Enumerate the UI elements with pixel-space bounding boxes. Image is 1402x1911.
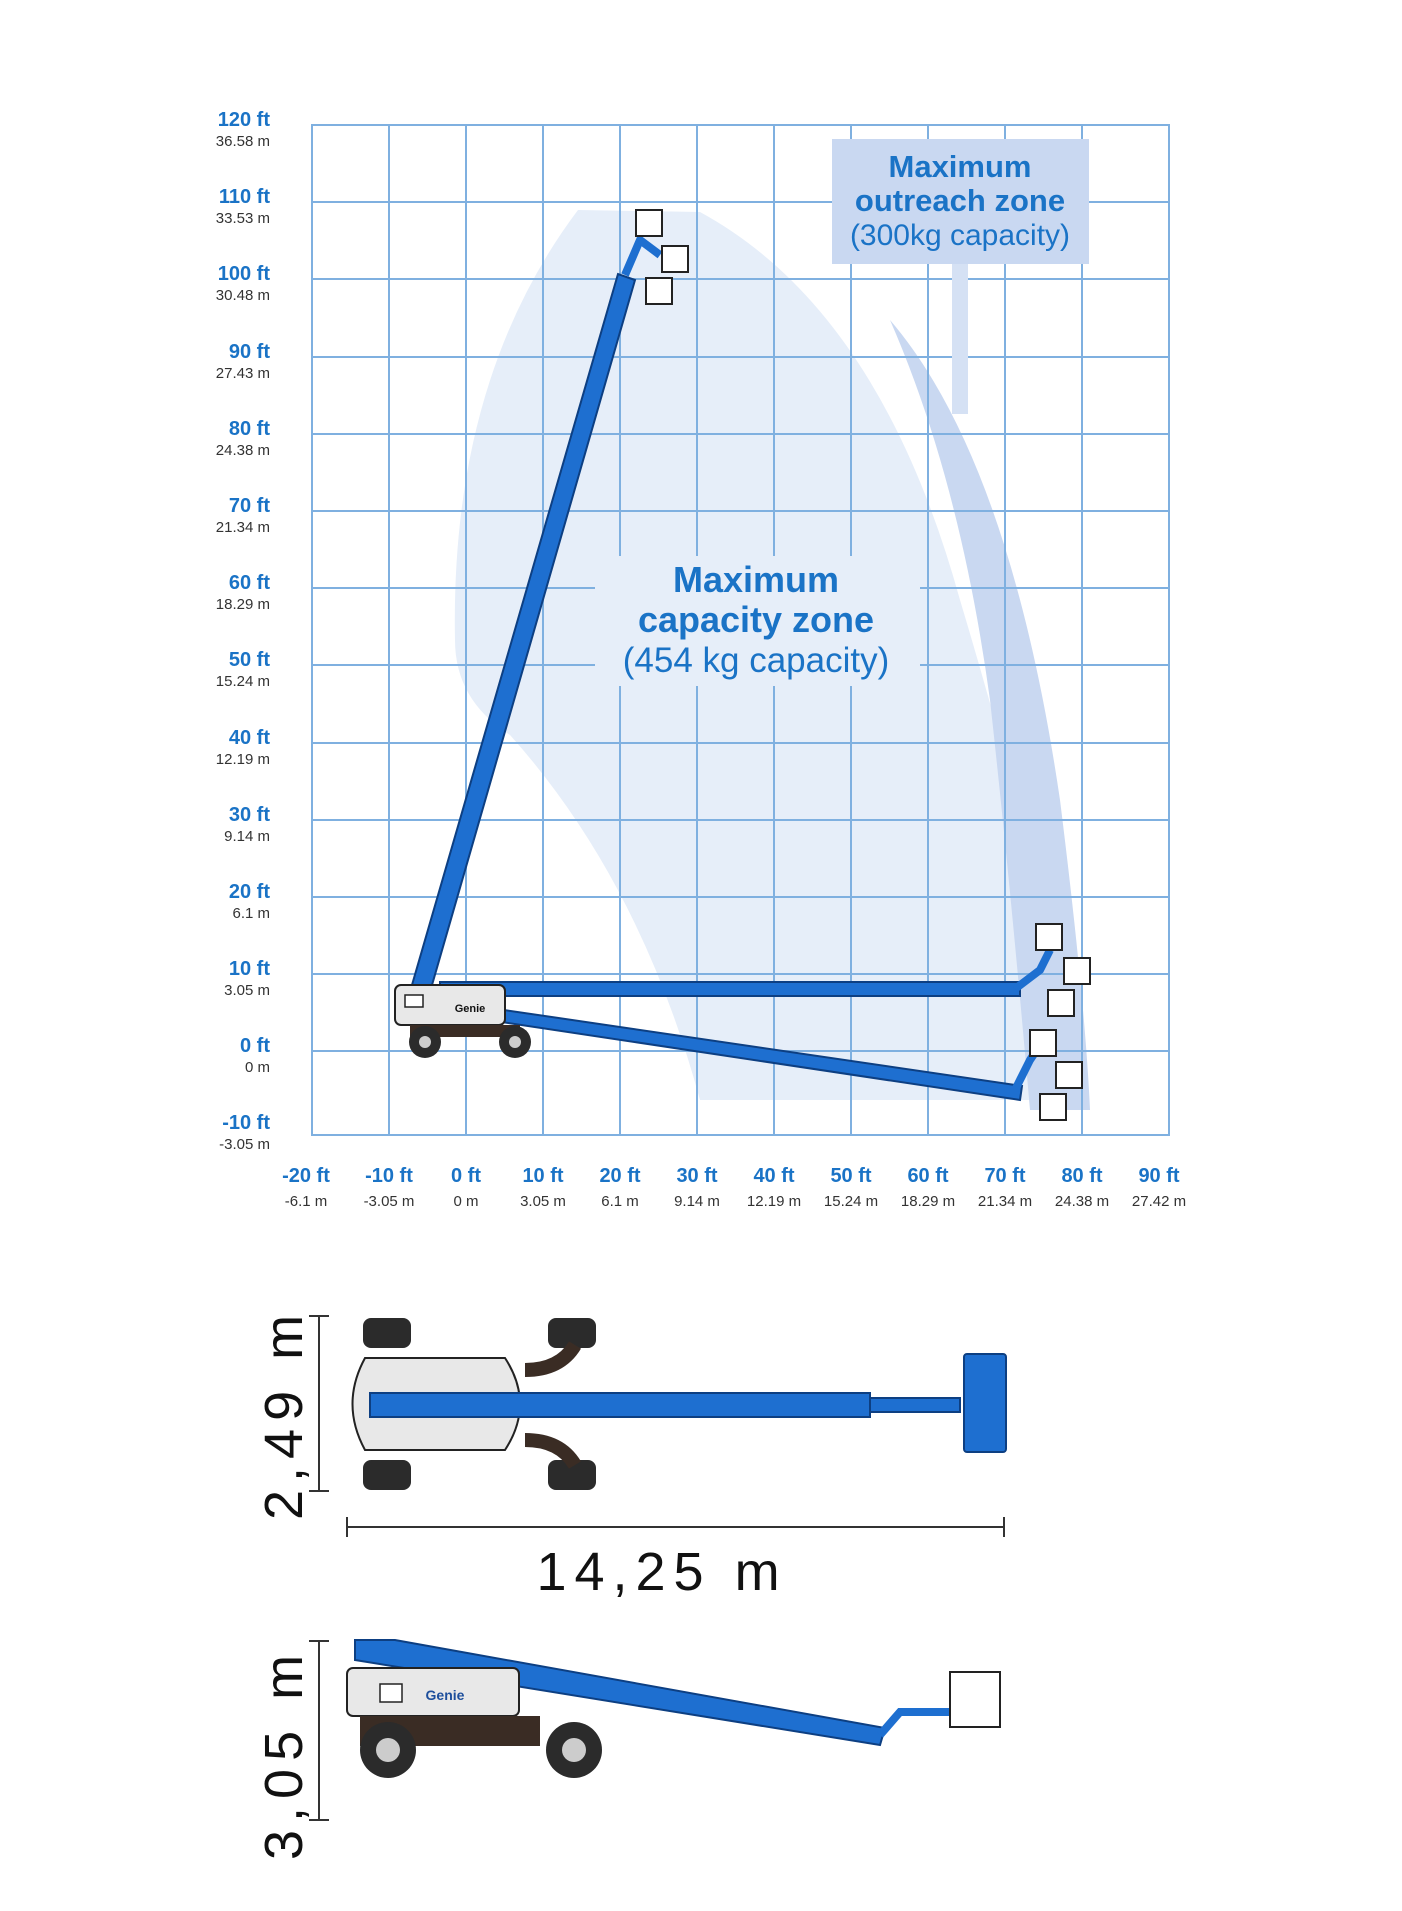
y-tick-ft: 50 ft bbox=[228, 649, 270, 671]
y-tick-ft: 80 ft bbox=[228, 418, 270, 440]
y-tick-m: 6.1 m bbox=[232, 905, 270, 922]
y-tick-ft: 20 ft bbox=[228, 881, 270, 903]
length-dimension-label: 14,25 m bbox=[536, 1542, 788, 1602]
y-tick-ft: 120 ft bbox=[217, 109, 270, 131]
outreach-zone-title-2: outreach zone bbox=[854, 183, 1066, 218]
y-tick-ft: 100 ft bbox=[217, 263, 270, 285]
x-tick-ft: 10 ft bbox=[522, 1165, 564, 1187]
wheel-rear-hub bbox=[509, 1036, 521, 1048]
x-tick-m: -6.1 m bbox=[284, 1193, 328, 1210]
side-wheel-front-hub bbox=[376, 1738, 400, 1762]
y-tick-m: 30.48 m bbox=[215, 287, 270, 304]
capacity-zone-title-2: capacity zone bbox=[637, 599, 875, 640]
lift-top-view bbox=[254, 1307, 1006, 1602]
y-axis-labels bbox=[216, 109, 271, 1153]
boom-horizontal bbox=[440, 982, 1020, 996]
x-tick-m: 18.29 m bbox=[900, 1193, 956, 1210]
capacity-zone-callout bbox=[595, 556, 920, 686]
y-tick-m: 33.53 m bbox=[215, 210, 270, 227]
x-tick-m: 12.19 m bbox=[746, 1193, 802, 1210]
y-tick-ft: 60 ft bbox=[228, 572, 270, 594]
x-tick-ft: 80 ft bbox=[1061, 1165, 1103, 1187]
y-tick-ft: 40 ft bbox=[228, 727, 270, 749]
top-jib bbox=[870, 1398, 960, 1412]
y-tick-m: 24.38 m bbox=[215, 442, 270, 459]
chassis-brand-logo: Genie bbox=[454, 1003, 486, 1015]
y-tick-ft: 110 ft bbox=[218, 186, 270, 208]
outreach-zone-callout bbox=[832, 139, 1089, 414]
x-axis-labels bbox=[282, 1165, 1186, 1210]
y-tick-m: 0 m bbox=[244, 1059, 270, 1076]
capacity-zone-title-1: Maximum bbox=[672, 559, 840, 600]
outreach-zone-pointer bbox=[952, 264, 968, 414]
top-axle-rear bbox=[525, 1440, 575, 1465]
top-platform bbox=[964, 1354, 1006, 1452]
x-tick-ft: 90 ft bbox=[1138, 1165, 1180, 1187]
x-tick-ft: 20 ft bbox=[599, 1165, 641, 1187]
x-tick-ft: 30 ft bbox=[676, 1165, 718, 1187]
top-wheel-rl bbox=[363, 1460, 411, 1490]
x-tick-ft: 70 ft bbox=[984, 1165, 1026, 1187]
y-tick-m: 3.05 m bbox=[224, 982, 270, 999]
x-tick-m: 3.05 m bbox=[520, 1193, 566, 1210]
top-axle-front bbox=[525, 1345, 575, 1370]
y-tick-ft: 10 ft bbox=[228, 958, 270, 980]
side-chassis-window bbox=[380, 1684, 402, 1702]
top-boom bbox=[370, 1393, 870, 1417]
x-tick-m: 15.24 m bbox=[823, 1193, 879, 1210]
x-tick-m: 9.14 m bbox=[674, 1193, 720, 1210]
y-tick-ft: 30 ft bbox=[228, 804, 270, 826]
x-tick-m: -3.05 m bbox=[363, 1193, 415, 1210]
y-tick-m: 12.19 m bbox=[215, 751, 270, 768]
top-wheel-fl bbox=[363, 1318, 411, 1348]
height-dimension-label: 3,05 m bbox=[254, 1646, 314, 1860]
x-tick-ft: 60 ft bbox=[907, 1165, 949, 1187]
x-tick-m: 6.1 m bbox=[601, 1193, 639, 1210]
side-jib bbox=[880, 1712, 950, 1735]
y-tick-m: 9.14 m bbox=[224, 828, 270, 845]
x-tick-m: 24.38 m bbox=[1054, 1193, 1110, 1210]
y-tick-ft: 0 ft bbox=[240, 1035, 270, 1057]
y-tick-m: 36.58 m bbox=[215, 133, 270, 150]
y-tick-m: 15.24 m bbox=[215, 673, 270, 690]
x-tick-ft: -10 ft bbox=[365, 1165, 413, 1187]
lift-side-view bbox=[254, 1640, 1000, 1860]
x-tick-m: 27.42 m bbox=[1131, 1193, 1187, 1210]
x-tick-m: 21.34 m bbox=[977, 1193, 1033, 1210]
x-tick-ft: -20 ft bbox=[282, 1165, 330, 1187]
x-tick-ft: 50 ft bbox=[830, 1165, 872, 1187]
side-platform bbox=[950, 1672, 1000, 1727]
y-tick-m: -3.05 m bbox=[219, 1136, 270, 1153]
capacity-zone-capacity: (454 kg capacity) bbox=[622, 641, 890, 680]
y-tick-m: 27.43 m bbox=[215, 365, 270, 382]
side-wheel-rear-hub bbox=[562, 1738, 586, 1762]
side-brand-logo: Genie bbox=[425, 1687, 465, 1703]
outreach-zone-capacity: (300kg capacity) bbox=[849, 219, 1071, 252]
wheel-front-hub bbox=[419, 1036, 431, 1048]
y-tick-m: 21.34 m bbox=[215, 519, 270, 536]
x-tick-m: 0 m bbox=[453, 1193, 479, 1210]
x-tick-ft: 0 ft bbox=[451, 1165, 481, 1187]
y-tick-ft: 90 ft bbox=[228, 341, 270, 363]
y-tick-ft: -10 ft bbox=[222, 1112, 270, 1134]
y-tick-m: 18.29 m bbox=[215, 596, 270, 613]
outreach-zone-title-1: Maximum bbox=[888, 149, 1032, 184]
width-dimension-label: 2,49 m bbox=[254, 1306, 314, 1520]
y-tick-ft: 70 ft bbox=[228, 495, 270, 517]
x-tick-ft: 40 ft bbox=[753, 1165, 795, 1187]
chassis-window bbox=[405, 995, 423, 1007]
